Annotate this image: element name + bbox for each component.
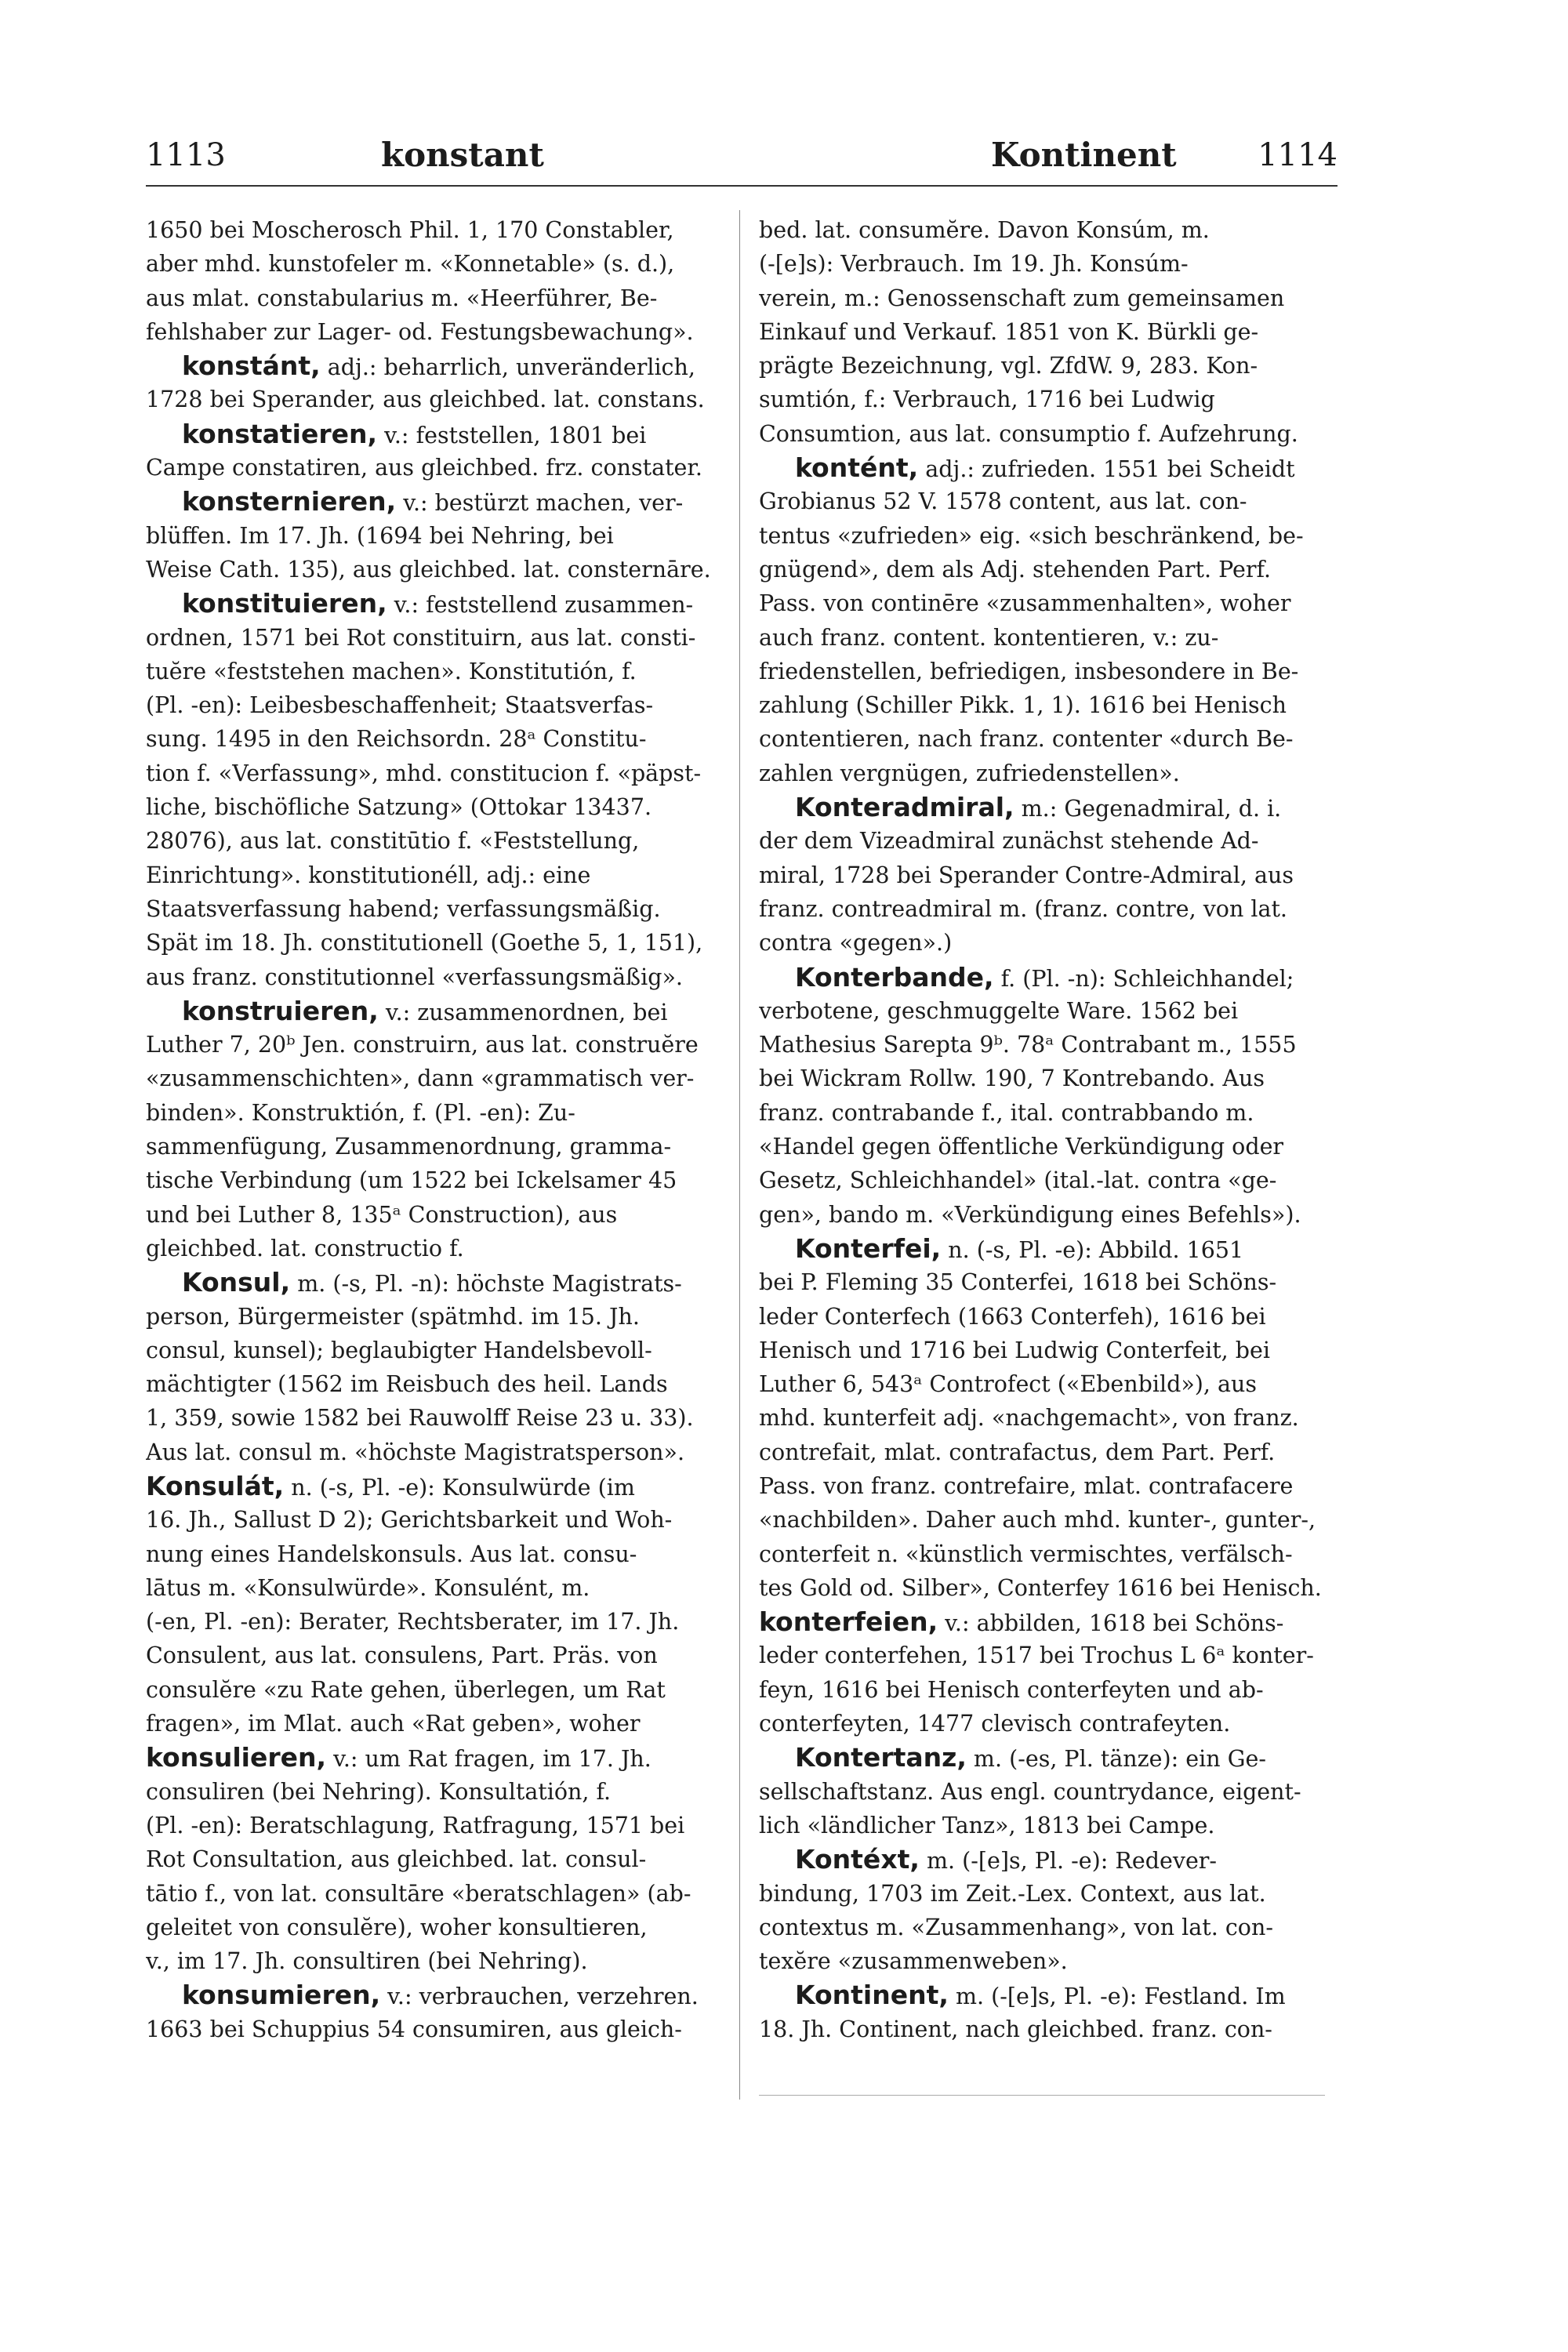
text-line	[146, 1401, 712, 1435]
text-line	[146, 281, 712, 315]
line-text: «zusammenschichten», dann «grammatisch ver-	[146, 1065, 695, 1092]
line-text: 1, 359, sowie 1582 bei Rauwolff Reise 23 u. 33).	[146, 1405, 694, 1432]
line-text: Luther 6, 543ᵃ Controfect («Ebenbild»), aus	[759, 1371, 1257, 1398]
headword: Konsulát,	[146, 1470, 285, 1501]
text-line	[759, 722, 1325, 756]
line-text: n. (-s, Pl. -e): Abbild. 1651	[941, 1236, 1244, 1263]
text-line	[146, 994, 712, 1028]
line-text: 1663 bei Schuppius 54 consumiren, aus gleich-	[146, 2016, 682, 2042]
text-line	[146, 960, 712, 994]
text-line	[759, 586, 1325, 620]
text-line	[146, 1605, 712, 1639]
text-line	[759, 621, 1325, 655]
header-rule	[146, 185, 1338, 187]
page-number-right: 1114	[1258, 137, 1338, 173]
text-line	[146, 1673, 712, 1707]
headword: Kontinent,	[795, 1980, 949, 2011]
column-left	[146, 213, 712, 2046]
line-text: lātus m. «Konsulwürde». Konsulént, m.	[146, 1574, 590, 1601]
line-text: auch franz. content. kontentieren, v.: zu-	[759, 624, 1219, 651]
line-text: adj.: beharrlich, unveränderlich,	[320, 354, 695, 381]
text-line	[146, 926, 712, 960]
line-text: Luther 7, 20ᵇ Jen. construirn, aus lat. construĕre	[146, 1032, 699, 1058]
line-text: bindung, 1703 im Zeit.-Lex. Context, aus lat.	[759, 1880, 1266, 1907]
line-text: feyn, 1616 bei Henisch conterfeyten und ab-	[759, 1676, 1264, 1703]
line-text: leder Conterfech (1663 Conterfeh), 1616 bei	[759, 1303, 1266, 1330]
text-line	[146, 1775, 712, 1809]
text-line	[759, 1842, 1325, 1876]
text-line	[759, 281, 1325, 315]
line-text: conterfeyten, 1477 clevisch contrafeyten.	[759, 1711, 1231, 1737]
headword: Konterfei,	[795, 1232, 942, 1264]
text-line	[759, 1334, 1325, 1367]
text-line	[759, 1537, 1325, 1571]
line-text: gnügend», dem als Adj. stehenden Part. Perf.	[759, 556, 1272, 583]
text-line	[146, 1198, 712, 1232]
line-text: prägte Bezeichnung, vgl. ZfdW. 9, 283. Kon-	[759, 353, 1258, 379]
text-line	[146, 1944, 712, 1978]
headword: konsternieren,	[182, 486, 397, 517]
text-line	[146, 1062, 712, 1095]
text-line	[759, 383, 1325, 416]
text-line	[146, 1265, 712, 1299]
page-number-left: 1113	[146, 137, 226, 173]
text-line	[759, 213, 1325, 247]
text-line	[759, 485, 1325, 518]
column-divider	[739, 210, 740, 2100]
text-line	[146, 1877, 712, 1911]
line-text: 1650 bei Moscherosch Phil. 1, 170 Constabler,	[146, 217, 674, 243]
line-text: liche, bischöfliche Satzung» (Ottokar 13437.	[146, 794, 652, 821]
line-text: v.: feststellen, 1801 bei	[377, 422, 647, 448]
line-text: verbotene, geschmuggelte Ware. 1562 bei	[759, 997, 1239, 1024]
text-line	[759, 858, 1325, 892]
column-right	[759, 213, 1325, 2046]
line-text: v., im 17. Jh. consultiren (bei Nehring).	[146, 1948, 588, 1975]
line-text: bei P. Fleming 35 Conterfei, 1618 bei Schöns-	[759, 1269, 1277, 1296]
text-line	[759, 349, 1325, 383]
line-text: sammenfügung, Zusammenordnung, gramma-	[146, 1134, 672, 1160]
line-text: mächtigter (1562 im Reisbuch des heil. Lands	[146, 1371, 668, 1398]
line-text: 18. Jh. Continent, nach gleichbed. franz. con-	[759, 2016, 1272, 2042]
text-line	[146, 417, 712, 451]
headword: Kontertanz,	[795, 1742, 967, 1773]
headword: Kontéxt,	[795, 1844, 920, 1875]
line-text: aus mlat. constabularius m. «Heerführer, Be-	[146, 285, 658, 311]
text-line	[146, 1163, 712, 1197]
line-text: sung. 1495 in den Reichsordn. 28ᵃ Constitu-	[146, 726, 647, 753]
line-text: Einkauf und Verkauf. 1851 von K. Bürkli ge-	[759, 318, 1259, 345]
text-line	[759, 1300, 1325, 1334]
line-text: Pass. von franz. contrefaire, mlat. contrafacere	[759, 1472, 1294, 1499]
text-line	[759, 1130, 1325, 1163]
line-text: v.: um Rat fragen, im 17. Jh.	[326, 1746, 652, 1773]
text-line	[146, 1809, 712, 1842]
line-text: m. (-s, Pl. -n): höchste Magistrats-	[290, 1271, 682, 1298]
line-text: (Pl. -en): Beratschlagung, Ratfragung, 1571 bei	[146, 1812, 685, 1838]
text-line	[759, 315, 1325, 349]
text-line	[759, 417, 1325, 451]
text-line	[146, 621, 712, 655]
text-line	[759, 688, 1325, 722]
text-line	[759, 1809, 1325, 1842]
line-text: leder conterfehen, 1517 bei Trochus L 6ᵃ konter-	[759, 1642, 1314, 1669]
line-text: v.: zusammenordnen, bei	[378, 999, 668, 1025]
text-line	[146, 1740, 712, 1774]
line-text: v.: feststellend zusammen-	[387, 592, 694, 619]
headword: konsulieren,	[146, 1742, 327, 1773]
line-text: bei Wickram Rollw. 190, 7 Kontrebando. Aus	[759, 1065, 1265, 1092]
text-line	[759, 1605, 1325, 1639]
text-line	[146, 586, 712, 620]
text-line	[759, 1944, 1325, 1978]
text-line	[759, 519, 1325, 553]
line-text: (-[e]s): Verbrauch. Im 19. Jh. Konsúm-	[759, 251, 1189, 278]
text-line	[146, 1028, 712, 1062]
line-text: 1728 bei Sperander, aus gleichbed. lat. constans.	[146, 387, 705, 413]
line-text: contrefait, mlat. contrafactus, dem Part. Perf.	[759, 1439, 1276, 1465]
line-text: fehlshaber zur Lager- od. Festungsbewachung».	[146, 318, 694, 345]
line-text: bed. lat. consumĕre. Davon Konsúm, m.	[759, 217, 1210, 243]
line-text: franz. contreadmiral m. (franz. contre, von lat.	[759, 895, 1287, 922]
text-line	[146, 1639, 712, 1672]
line-text: tuĕre «feststehen machen». Konstitutión, f.	[146, 658, 637, 684]
text-line	[146, 1232, 712, 1265]
text-line	[146, 383, 712, 416]
text-line	[146, 1537, 712, 1571]
text-line	[146, 1842, 712, 1876]
headword: konstánt,	[182, 350, 321, 382]
text-line	[759, 1401, 1325, 1435]
headword: Konteradmiral,	[795, 792, 1014, 823]
line-text: texĕre «zusammenweben».	[759, 1948, 1068, 1975]
text-line	[146, 688, 712, 722]
text-line	[146, 1503, 712, 1537]
text-line	[759, 451, 1325, 485]
text-line	[759, 1978, 1325, 2012]
line-text: Mathesius Sarepta 9ᵇ. 78ᵃ Contrabant m., 1555	[759, 1032, 1297, 1058]
text-line	[759, 1877, 1325, 1911]
text-line	[146, 553, 712, 586]
text-line	[146, 1469, 712, 1503]
headword: konterfeien,	[759, 1606, 938, 1638]
line-text: (-en, Pl. -en): Berater, Rechtsberater, im 17. Jh.	[146, 1609, 680, 1635]
line-text: consuliren (bei Nehring). Konsultatión, f.	[146, 1778, 612, 1805]
text-line	[759, 960, 1325, 994]
text-line	[146, 485, 712, 518]
text-line	[146, 1334, 712, 1367]
line-text: binden». Konstruktión, f. (Pl. -en): Zu-	[146, 1099, 575, 1126]
text-line	[759, 994, 1325, 1028]
line-text: verein, m.: Genossenschaft zum gemeinsamen	[759, 285, 1285, 311]
text-line	[759, 1367, 1325, 1401]
line-text: Spät im 18. Jh. constitutionell (Goethe 5, 1, 151),	[146, 930, 703, 956]
line-text: m. (-[e]s, Pl. -e): Festland. Im	[948, 1984, 1286, 2010]
text-line	[759, 1707, 1325, 1740]
text-line	[759, 790, 1325, 824]
line-text: Grobianus 52 V. 1578 content, aus lat. con-	[759, 488, 1247, 515]
line-text: f. (Pl. -n): Schleichhandel;	[993, 965, 1294, 992]
headword: konsumieren,	[182, 1980, 381, 2011]
line-text: Henisch und 1716 bei Ludwig Conterfeit, bei	[759, 1337, 1271, 1363]
text-line	[759, 757, 1325, 790]
line-text: tentus «zufrieden» eig. «sich beschränkend, be-	[759, 522, 1304, 549]
text-line	[146, 824, 712, 858]
text-line	[759, 655, 1325, 688]
line-text: aus franz. constitutionnel «verfassungsmäßig».	[146, 964, 683, 990]
line-text: m. (-[e]s, Pl. -e): Redever-	[919, 1848, 1218, 1875]
line-text: fragen», im Mlat. auch «Rat geben», woher	[146, 1711, 641, 1737]
line-text: m.: Gegenadmiral, d. i.	[1014, 796, 1282, 822]
text-line	[759, 1911, 1325, 1944]
line-text: tes Gold od. Silber», Conterfey 1616 bei Henisch.	[759, 1574, 1322, 1601]
text-line	[146, 1436, 712, 1469]
line-text: Staatsverfassung habend; verfassungsmäßig.	[146, 895, 661, 922]
text-line	[146, 1130, 712, 1163]
text-line	[146, 1571, 712, 1605]
line-text: Consumtion, aus lat. consumptio f. Aufzehrung.	[759, 420, 1298, 447]
line-text: 16. Jh., Sallust D 2); Gerichtsbarkeit und Woh-	[146, 1507, 673, 1534]
line-text: Gesetz, Schleichhandel» (ital.-lat. contra «ge-	[759, 1167, 1277, 1194]
line-text: zahlung (Schiller Pikk. 1, 1). 1616 bei Henisch	[759, 692, 1287, 719]
running-head-right: Kontinent	[991, 136, 1177, 174]
headword: konstatieren,	[182, 418, 378, 449]
line-text: tātio f., von lat. consultāre «beratschlagen» (ab-	[146, 1880, 691, 1907]
text-line	[759, 1265, 1325, 1299]
headword: kontént,	[795, 452, 919, 484]
line-text: friedenstellen, befriedigen, insbesondere in Be-	[759, 658, 1299, 684]
text-line	[759, 1469, 1325, 1503]
text-line	[759, 1232, 1325, 1265]
text-line	[146, 213, 712, 247]
line-text: contra «gegen».)	[759, 930, 953, 956]
line-text: adj.: zufrieden. 1551 bei Scheidt	[918, 456, 1295, 483]
line-text: Weise Cath. 135), aus gleichbed. lat. consternāre.	[146, 556, 711, 583]
headword: konstituieren,	[182, 588, 387, 619]
line-text: blüffen. Im 17. Jh. (1694 bei Nehring, bei	[146, 522, 614, 549]
line-text: Consulent, aus lat. consulens, Part. Präs. von	[146, 1642, 658, 1669]
text-line	[759, 926, 1325, 960]
text-line	[759, 1639, 1325, 1672]
text-line	[146, 1978, 712, 2012]
line-text: consul, kunsel); beglaubigter Handelsbevoll-	[146, 1337, 652, 1363]
text-line	[146, 757, 712, 790]
text-line	[146, 722, 712, 756]
text-line	[146, 519, 712, 553]
line-text: franz. contrabande f., ital. contrabbando m.	[759, 1099, 1254, 1126]
line-text: lich «ländlicher Tanz», 1813 bei Campe.	[759, 1812, 1215, 1838]
text-line	[146, 892, 712, 926]
line-text: ordnen, 1571 bei Rot constituirn, aus lat. consti-	[146, 624, 696, 651]
line-text: mhd. kunterfeit adj. «nachgemacht», von franz.	[759, 1405, 1299, 1432]
line-text: Einrichtung». konstitutionéll, adj.: eine	[146, 862, 591, 888]
text-line	[759, 1673, 1325, 1707]
page-header	[146, 132, 1338, 179]
text-line	[146, 315, 712, 349]
line-text: contentieren, nach franz. contenter «durch Be-	[759, 726, 1294, 753]
line-text: v.: bestürzt machen, ver-	[396, 490, 684, 517]
line-text: sellschaftstanz. Aus engl. countrydance, eigent-	[759, 1778, 1301, 1805]
line-text: tion f. «Verfassung», mhd. constitucion f. «päpst-	[146, 760, 702, 786]
text-line	[146, 1707, 712, 1740]
line-text: Pass. von continēre «zusammenhalten», woher	[759, 590, 1291, 617]
text-line	[146, 858, 712, 892]
line-text: Campe constatiren, aus gleichbed. frz. constater.	[146, 455, 702, 481]
headword: Konsul,	[182, 1267, 291, 1298]
line-text: Rot Consultation, aus gleichbed. lat. consul-	[146, 1846, 647, 1873]
line-text: nung eines Handelskonsuls. Aus lat. consu-	[146, 1541, 637, 1567]
text-line	[146, 247, 712, 281]
text-line	[146, 655, 712, 688]
headword: Konterbande,	[795, 961, 994, 993]
text-line	[146, 1911, 712, 1944]
line-text: Aus lat. consul m. «höchste Magistratsperson».	[146, 1439, 685, 1465]
text-line	[759, 824, 1325, 858]
line-text: der dem Vizeadmiral zunächst stehende Ad-	[759, 828, 1259, 855]
line-text: 28076), aus lat. constitūtio f. «Feststellung,	[146, 828, 640, 855]
text-line	[759, 553, 1325, 586]
line-text: v.: verbrauchen, verzehren.	[380, 1984, 699, 2010]
line-text: zahlen vergnügen, zufriedenstellen».	[759, 760, 1180, 786]
text-line	[759, 1028, 1325, 1062]
text-line	[146, 1300, 712, 1334]
text-line	[759, 1571, 1325, 1605]
line-text: v.: abbilden, 1618 bei Schöns-	[938, 1610, 1284, 1637]
text-line	[146, 1367, 712, 1401]
line-text: und bei Luther 8, 135ᵃ Construction), aus	[146, 1201, 618, 1228]
text-line	[759, 1062, 1325, 1095]
text-line	[759, 1740, 1325, 1774]
line-text: geleitet von consulĕre), woher konsultieren,	[146, 1914, 648, 1940]
line-text: (Pl. -en): Leibesbeschaffenheit; Staatsverfas-	[146, 692, 654, 719]
line-text: gen», bando m. «Verkündigung eines Befehls»).	[759, 1201, 1301, 1228]
line-text: sumtión, f.: Verbrauch, 1716 bei Ludwig	[759, 387, 1215, 413]
line-text: n. (-s, Pl. -e): Konsulwürde (im	[284, 1474, 635, 1501]
text-line	[759, 1503, 1325, 1537]
line-text: gleichbed. lat. constructio f.	[146, 1235, 464, 1261]
text-line	[759, 892, 1325, 926]
text-line	[759, 1775, 1325, 1809]
text-line	[146, 349, 712, 383]
line-text: consulĕre «zu Rate gehen, überlegen, um Rat	[146, 1676, 666, 1703]
text-line	[759, 1436, 1325, 1469]
line-text: «Handel gegen öffentliche Verkündigung oder	[759, 1134, 1284, 1160]
running-head-left: konstant	[381, 136, 544, 174]
line-text: tische Verbindung (um 1522 bei Ickelsamer 45	[146, 1167, 677, 1194]
text-line	[759, 1163, 1325, 1197]
headword: konstruieren,	[182, 995, 379, 1026]
text-line	[759, 1096, 1325, 1130]
line-text: «nachbilden». Daher auch mhd. kunter-, gunter-,	[759, 1507, 1316, 1534]
text-line	[146, 2013, 712, 2046]
text-line	[759, 1198, 1325, 1232]
text-line	[759, 2013, 1325, 2046]
line-text: miral, 1728 bei Sperander Contre-Admiral, aus	[759, 862, 1294, 888]
text-line	[759, 247, 1325, 281]
column-end-rule	[759, 2095, 1325, 2096]
line-text: conterfeit n. «künstlich vermischtes, verfälsch-	[759, 1541, 1293, 1567]
text-line	[146, 790, 712, 824]
line-text: m. (-es, Pl. tänze): ein Ge-	[966, 1746, 1266, 1773]
line-text: contextus m. «Zusammenhang», von lat. con-	[759, 1914, 1273, 1940]
line-text: aber mhd. kunstofeler m. «Konnetable» (s. d.),	[146, 251, 675, 278]
line-text: person, Bürgermeister (spätmhd. im 15. Jh.	[146, 1303, 640, 1330]
text-line	[146, 451, 712, 485]
text-line	[146, 1096, 712, 1130]
